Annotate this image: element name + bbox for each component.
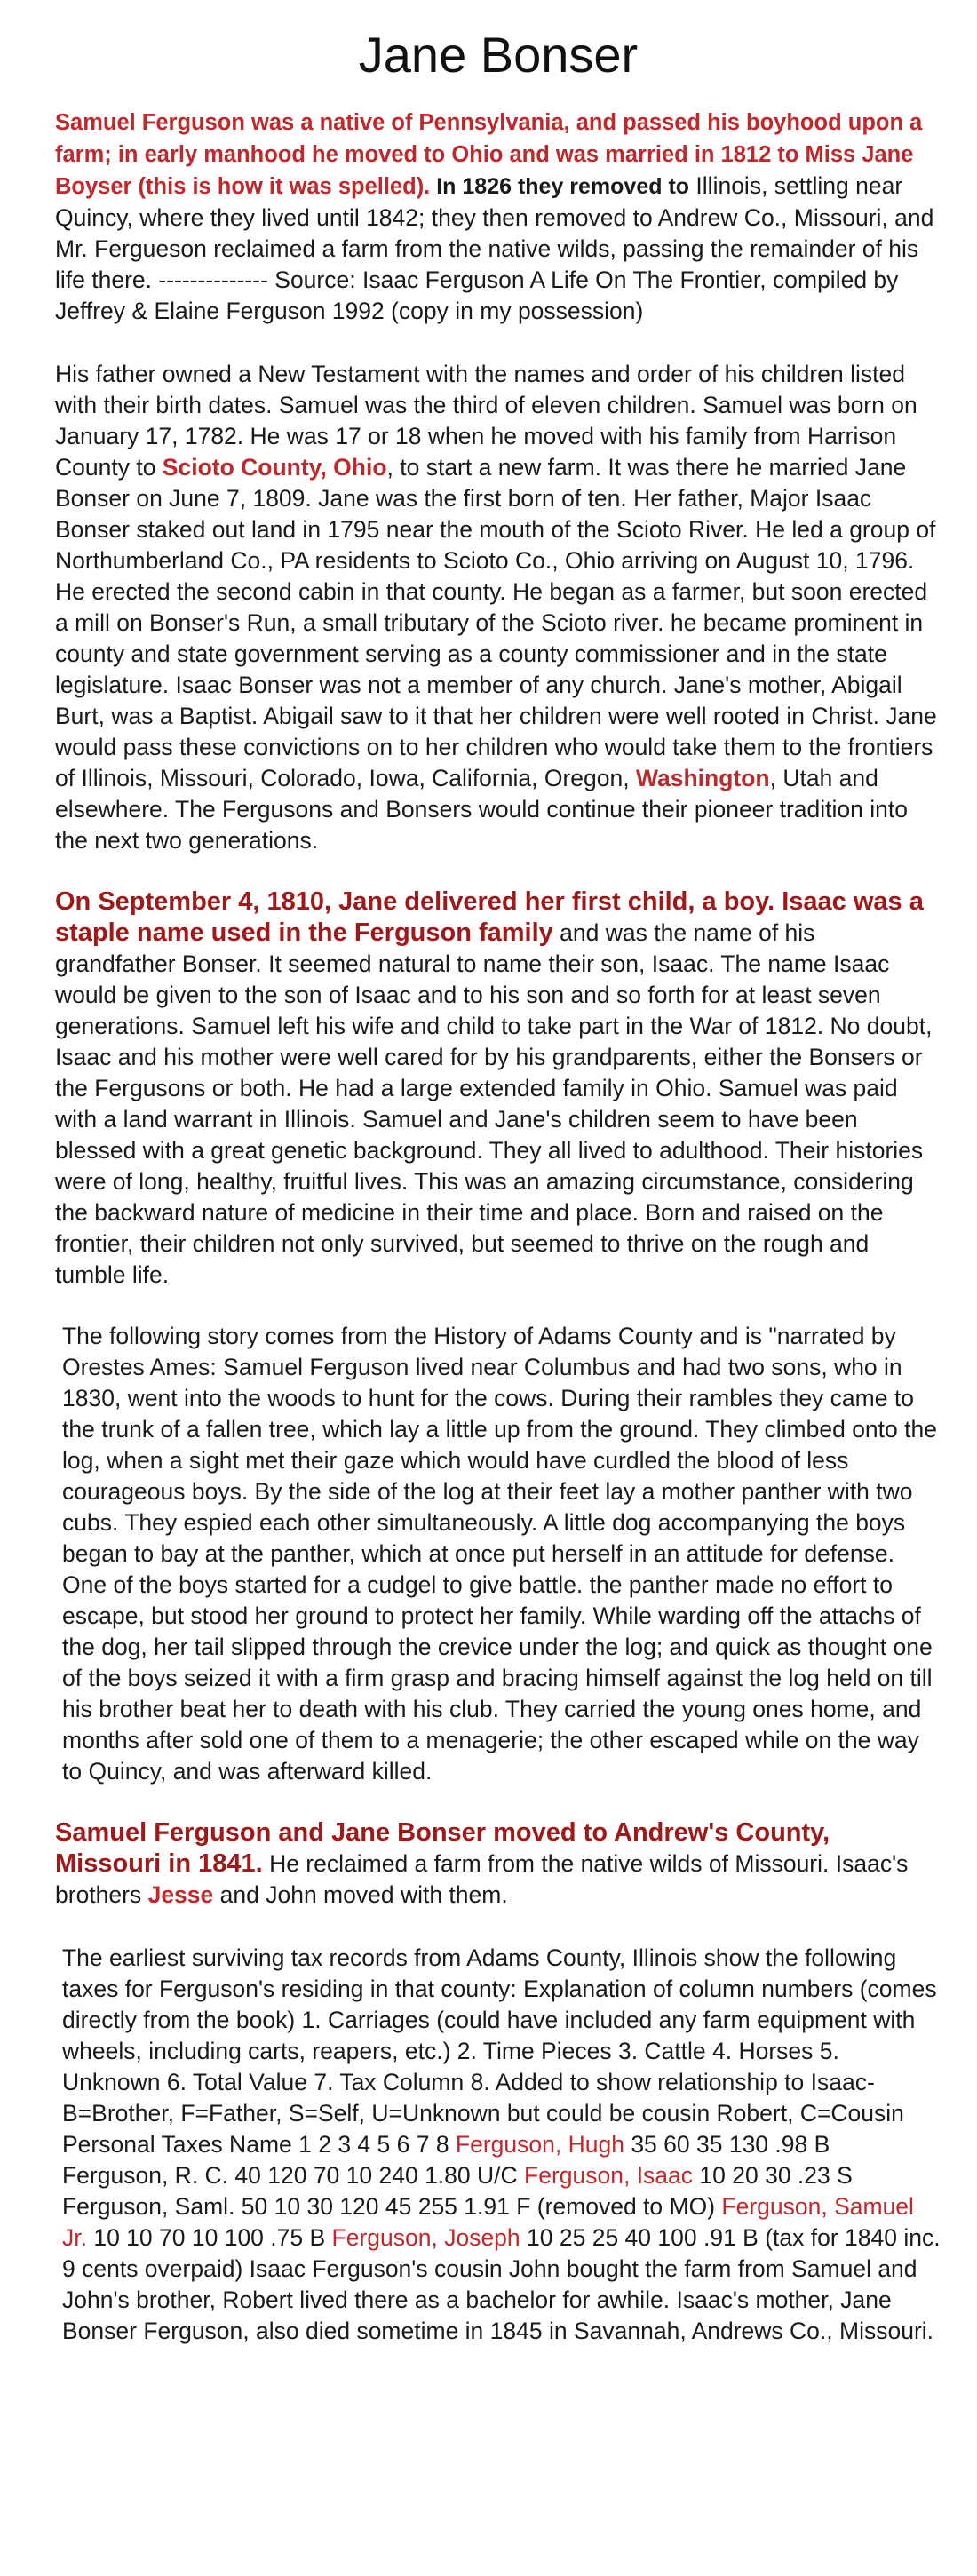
scioto-county-link[interactable]: Scioto County, Ohio: [162, 454, 387, 481]
samuel-jr-link[interactable]: Ferguson, Samuel Jr.: [62, 2193, 914, 2251]
intro-highlight: Samuel Ferguson was a native of Pennsylvania, and passed his boyhood upon a farm; in early manhood he moved to Ohio and was married in 1812 to Miss Jane Boyser (this is how it was spelled).: [55, 110, 923, 199]
first-child-text: and was the name of his grandfather Bonser. It seemed natural to name their son, Isaac. The name Isaac would be given to the son of Isaac and to his son and so forth for at least seven generations. Samuel left his wife and child to take part in the War of 1812. No doubt, Isaac and his mother were well cared for by his grandparents, either the Bonsers or the Fergusons or both. He had a large extended family in Ohio. Samuel was paid with a land warrant in Illinois. Samuel and Jane's children seem to have been blessed with a great genetic background. They all lived to adulthood. Their histories were of long, healthy, fruitful lives. This was an amazing circumstance, considering the backward nature of medicine in their time and place. Born and raised on the frontier, their children not only survived, but seemed to thrive on the rough and tumble life.: [55, 919, 933, 1288]
panther-story-text: The following story comes from the History of Adams County and is "narrated by Orestes Ames: Samuel Ferguson lived near Columbus and had two sons, who in 1830, went into the woods to hunt for the cows. During their rambles they came to the trunk of a fallen tree, which lay a little up from the ground. They climbed onto the log, when a sight met their gaze which would have curdled the blood of less courageous boys. By the side of the log at their feet lay a mother panther with two cubs. They espied each other simultaneously. A little dog accompanying the boys began to bay at the panther, which at once put herself in an attitude for defense. One of the boys started for a cudgel to give battle. the panther made no effort to escape, but stood her ground to protect her family. While warding off the attachs of the dog, her tail slipped through the crevice under the log; and quick as thought one of the boys seized it with a firm grasp and bracing himself against the log held on till his brother beat her to death with his club. They carried the young ones home, and months after sold one of them to a menagerie; the other escaped while on the way to Quincy, and was afterward killed.: [62, 1323, 937, 1785]
washington-link[interactable]: Washington: [635, 765, 770, 791]
tax-text-d: 10 10 70 10 100 .75 B: [86, 2224, 332, 2251]
intro-text: Illinois, settling near Quincy, where they lived until 1842; they then removed to Andrew Co., Missouri, and Mr. Fergueson reclaimed a farm from the native wilds, passing the remainder of his life there. -------------- Source: Isaac Ferguson A Life On The Frontier, compiled by Jeffrey & Elaine Ferguson 1992 (copy in my possession): [55, 172, 934, 324]
move-text-a: He reclaimed a farm from the native wilds of Missouri. Isaac's brothers: [55, 1850, 909, 1908]
first-child-highlight: On September 4, 1810, Jane delivered her first child, a boy. Isaac was a staple name used in the Ferguson family: [55, 887, 924, 947]
paragraph-tax-records: [55, 1943, 941, 2347]
tax-text-c: 10 20 30 .23 S Ferguson, Saml. 50 10 30 120 45 255 1.91 F (removed to MO): [62, 2162, 853, 2220]
hugh-link[interactable]: Ferguson, Hugh: [455, 2131, 624, 2158]
intro-bold: In 1826 they removed to: [430, 174, 690, 199]
paragraph-family: [55, 359, 941, 856]
tax-text-b: 35 60 35 130 .98 B Ferguson, R. C. 40 120 70 10 240 1.80 U/C: [62, 2131, 830, 2189]
page-title: Jane Bonser: [358, 27, 639, 83]
family-text-a: His father owned a New Testament with the names and order of his children listed with their birth dates. Samuel was the third of eleven children. Samuel was born on January 17, 1782. He was 17 or 18 when he moved with his family from Harrison County to: [55, 361, 917, 481]
family-text-b: , to start a new farm. It was there he married Jane Bonser on June 7, 1809. Jane was the first born of ten. Her father, Major Isaac Bonser staked out land in 1795 near the mouth of the Scioto River. He led a group of Northumberland Co., PA residents to Scioto Co., Ohio arriving on August 10, 1796. He erected the second cabin in that county. He began as a farmer, but soon erected a mill on Bonser's Run, a small tributary of the Scioto river. he became prominent in county and state government serving as a county commissioner and in the state legislature. Isaac Bonser was not a member of any church. Jane's mother, Abigail Burt, was a Baptist. Abigail saw to it that her children were well rooted in Christ. Jane would pass these convictions on to her children who would take them to the frontiers of Illinois, Missouri, Colorado, Iowa, California, Oregon,: [55, 454, 937, 791]
paragraph-move-missouri: [55, 1817, 941, 1911]
family-text-c: , Utah and elsewhere. The Fergusons and Bonsers would continue their pioneer tradition into the next two generations.: [55, 765, 908, 854]
isaac-link[interactable]: Ferguson, Isaac: [524, 2162, 694, 2189]
paragraph-panther-story: [55, 1321, 941, 1787]
move-highlight: Samuel Ferguson and Jane Bonser moved to Andrew's County, Missouri in 1841.: [55, 1818, 830, 1878]
jesse-link[interactable]: Jesse: [147, 1881, 214, 1908]
tax-text-e: 10 25 25 40 100 .91 B (tax for 1840 inc. 9 cents overpaid) Isaac Ferguson's cousin John bought the farm from Samuel and John's brother, Robert lived there as a bachelor for awhile. Isaac's mother, Jane Bonser Ferguson, also died sometime in 1845 in Savannah, Andrews Co., Missouri.: [62, 2224, 941, 2344]
joseph-link[interactable]: Ferguson, Joseph: [331, 2224, 520, 2251]
move-text-b: and John moved with them.: [213, 1881, 508, 1908]
tax-text-a: The earliest surviving tax records from Adams County, Illinois show the following taxes for Ferguson's residing in that county: Explanation of column numbers (comes directly from the book) 1. Carriages (could have included any farm equipment with wheels, including carts, reapers, etc.) 2. Time Pieces 3. Cattle 4. Horses 5. Unknown 6. Total Value 7. Tax Column 8. Added to show relationship to Isaac- B=Brother, F=Father, S=Self, U=Unknown but could be cousin Robert, C=Cousin Personal Taxes Name 1 2 3 4 5 6 7 8: [62, 1944, 937, 2158]
paragraph-first-child: [55, 886, 941, 1291]
paragraph-intro: [55, 107, 941, 327]
